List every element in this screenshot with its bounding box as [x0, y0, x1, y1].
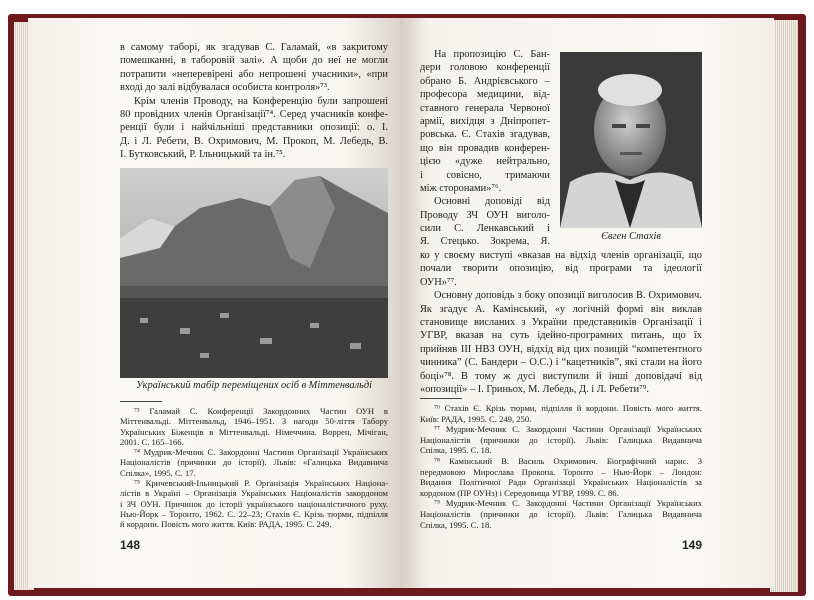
page-edges-right — [770, 20, 798, 592]
footnote-line: й кордони. Повість мого життя. Київ: РАДА, 1995. С. 249. — [120, 519, 332, 530]
footnote-line: кордоном (ПР ОУНз) і Середовища УГВР, 1999. С. 86. — [420, 487, 619, 498]
left-footnotes — [120, 406, 388, 530]
text-line: ко у своєму виступі «вказав на відхід членів організації, що — [420, 250, 702, 261]
footnote-line: Українських Біженців в Міттенвальді. Німеччина. Воррен, Мічіган, — [120, 426, 388, 437]
text-line: в самому таборі, як згадував С. Галамай, «в закритому — [120, 42, 388, 53]
text-line: армії, вихідця з Дніпропет- — [420, 115, 550, 127]
footnote-line: Націоналістів (причинки до історії). Львів: Галицька Видавнича — [420, 508, 702, 519]
footnote-line: Міттенвальді. Міттенвальд, 1946–1951. З нагоди 50-ліття Табору — [120, 416, 388, 427]
left-body-text — [120, 41, 388, 162]
text-line: 80 провідних членів Організації⁷⁴. Серед учасників конфе- — [120, 108, 388, 120]
text-line: становище висланих з України представників Організації і — [420, 316, 702, 328]
text-line: ровська. Є. Стахів згадував, — [420, 129, 550, 141]
text-line: Проводу ЗЧ ОУН виголо- — [420, 209, 550, 221]
text-line: УГВР, вказав на суть ідейно-програмних питань, що їх — [420, 330, 702, 342]
text-line: І. Бутковський, Р. Ільницький та ін.⁷⁵. — [120, 149, 286, 161]
text-line: Д. і Л. Ребети, В. Охримович, М. Прокоп, М. Лебедь, В. — [120, 135, 388, 147]
text-line: Крім членів Проводу, на Конференцію були запрошені — [134, 95, 388, 107]
mittenwald-camp-photo — [120, 168, 388, 378]
footnote-line: Націоналістів (причинки до історії). Львів: «Галицька Видавнича — [120, 457, 388, 468]
footnote-line: Видання Політичної Ради Організації Українських Націоналістів за — [420, 477, 702, 488]
footnote-line: Націоналістів (причинки до історії). Львів: Галицька Видавнича — [420, 434, 702, 445]
text-line: чинника” (С. Бандери – О.С.) і “кацетників”, які стали на його — [420, 357, 702, 369]
footnote-line: ⁷⁹ Мудрик-Мечник С. Закордонні Частини Організації Українських — [434, 498, 702, 509]
text-line: вході до залі відбувалася особиста контроля»⁷³. — [120, 82, 330, 94]
yevhen-stakhiv-portrait — [560, 52, 702, 228]
text-line: професора медицини, від- — [420, 89, 550, 101]
footnote-line: Нью-Йорк – Торонто, 1962. С. 22–23; Стахів Є. Крізь тюрми, підпілля — [120, 508, 388, 519]
footnote-line: лістів в Україні – Організація Українських Націоналістів закордоном — [120, 488, 388, 499]
footnote-divider — [120, 401, 162, 402]
text-line: обрано Б. Андрієвського – — [420, 75, 550, 87]
footnote-line: ⁷⁴ Мудрик-Мечник С. Закордонні Частини Організації Українських — [134, 447, 388, 458]
footnote-line: ⁷⁷ Мудрик-Мечник С. Закордонні Частини Організації Українських — [434, 424, 702, 435]
text-line: що він провадив конферен- — [420, 142, 550, 154]
text-line: прийняв ІІІ НВЗ ОУН, відхід від цих позицій “компетентного — [420, 343, 702, 355]
text-line: Як згадує А. Камінський, «у логічній формі він виклав — [420, 303, 702, 315]
footnote-line: ⁷⁸ Камінський В. Василь Охримович. Біографічний нарис. З — [434, 455, 702, 466]
right-narrow-text — [420, 48, 550, 249]
text-line: помешканні, в таборовій залі». А щоби до неї не могли — [120, 55, 388, 67]
left-photo-caption: Український табір переміщених осіб в Міттенвальді — [135, 380, 373, 391]
page-number-right: 149 — [682, 538, 703, 552]
footnote-line: ⁷⁶ Стахів Є. Крізь тюрми, підпілля й кордони. Повість мого життя. — [434, 403, 702, 413]
footnote-line: ⁷³ Галамай С. Конференції Закордонних Частин ОУН в — [134, 406, 388, 416]
text-line: Я. Стецько. Зокрема, Я. — [420, 236, 550, 248]
right-wide-text — [420, 249, 702, 396]
text-line: дери головою конференції — [420, 62, 550, 74]
text-line: ренції були і найчільніші представники опозиції: о. І. — [120, 122, 388, 134]
text-line: На пропозицію С. Бан- — [434, 49, 550, 60]
right-photo-caption: Євген Стахів — [601, 231, 661, 242]
footnote-line: Спілка, 1995. С. 18. — [420, 445, 492, 456]
footnote-line: і ЗЧ ОУН. Причинок до історії українського націоналістичного руху. — [120, 498, 388, 509]
text-line: сили С. Ленкавський і — [420, 223, 550, 235]
text-line: ОУН»⁷⁷. — [420, 276, 457, 288]
footnote-line: Спілка, 1995. С. 18. — [420, 519, 492, 530]
right-footnotes — [420, 403, 702, 530]
footnote-line: Спілка», 1995. С. 17. — [120, 467, 196, 478]
footnote-line: передмовою Мирослава Прокопа. Торонто – Нью-Йорк – Лондон: — [420, 466, 702, 477]
text-line: потрапити «неперевірені або непрошені учасники», «при — [120, 68, 388, 80]
page-number-left: 148 — [120, 538, 141, 552]
footnote-line: 2001. С. 165–166. — [120, 436, 184, 447]
text-line: цією «дуже нейтрально, — [420, 156, 550, 168]
footnote-divider — [420, 398, 462, 399]
text-line: почали творити опозицію, від програми та ідеології — [420, 263, 702, 275]
text-line: Основну доповідь з боку опозиції виголосив В. Охримович. — [434, 290, 702, 302]
text-line: боці»⁷⁸. В тому ж дусі виступили й інші доповідачі від — [420, 370, 702, 382]
text-line: ставного генерала Червоної — [420, 102, 550, 114]
text-line: і совісно, тримаючи — [420, 169, 550, 181]
footnote-line: Київ: РАДА, 1995. С. 249, 250. — [420, 413, 532, 424]
text-line: «опозиції» – І. Гриньох, М. Лебедь, Д. і Л. Ребети⁷⁹. — [420, 383, 649, 395]
text-line: між сторонами»⁷⁶. — [420, 182, 502, 194]
footnote-line: ⁷⁵ Кричевський-Ільницький Р. Організація Українських Націона- — [134, 478, 388, 489]
text-line: Основні доповіді від — [434, 196, 550, 208]
